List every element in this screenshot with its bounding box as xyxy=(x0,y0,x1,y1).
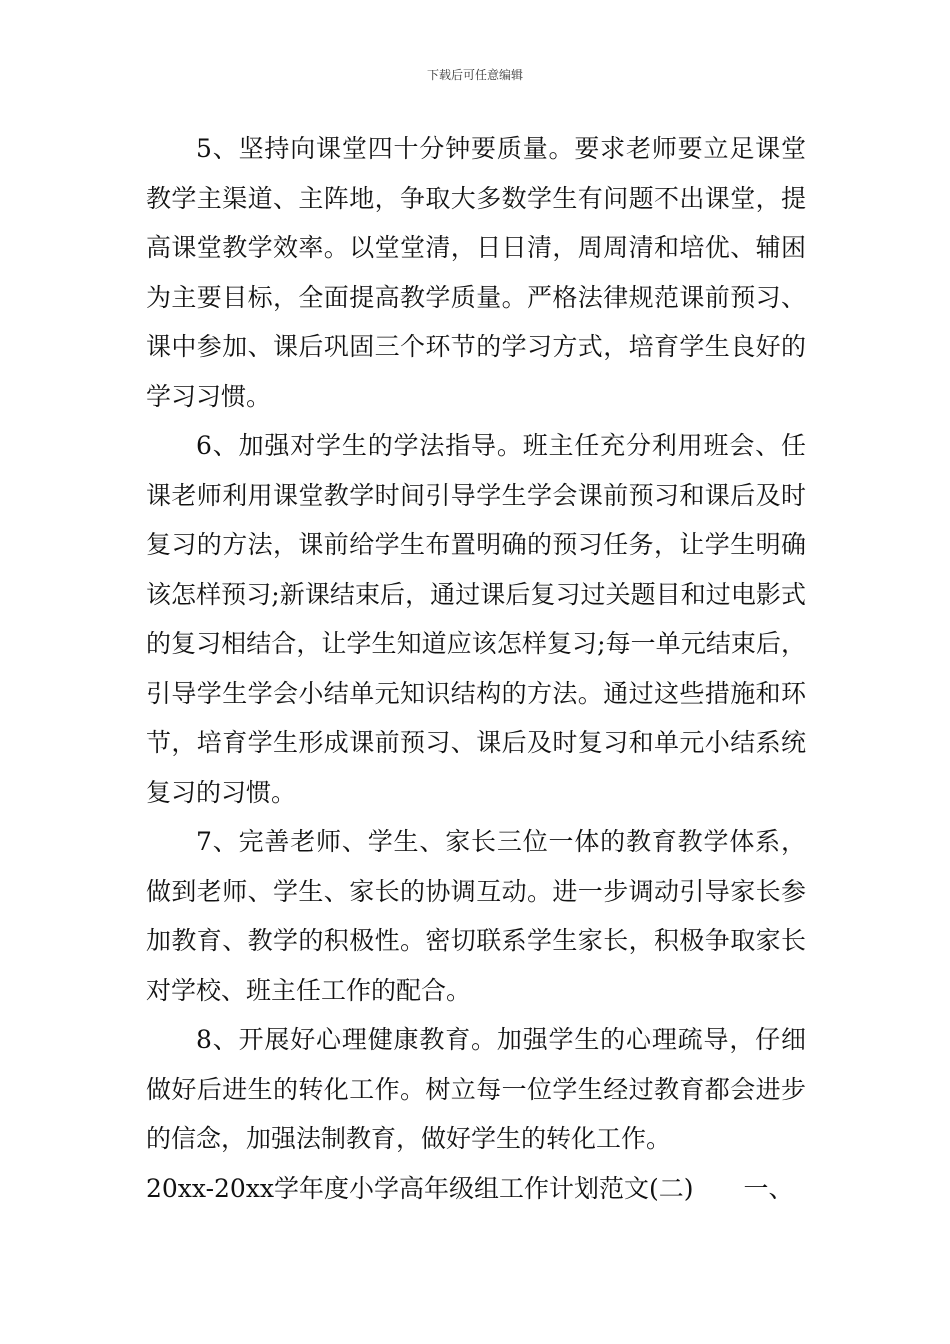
section-heading xyxy=(146,1164,806,1214)
paragraph-5: 5、坚持向课堂四十分钟要质量。要求老师要立足课堂教学主渠道、主阵地，争取大多数学生有问题不出课堂，提高课堂教学效率。以堂堂清，日日清，周周清和培优、辅困为主要目标，全面提高教学质量。严格法律规范课前预习、课中参加、课后巩固三个环节的学习方式，培育学生良好的学习习惯。 xyxy=(146,134,806,411)
paragraph-6: 6、加强对学生的学法指导。班主任充分利用班会、任课老师利用课堂教学时间引导学生学会课前预习和课后及时复习的方法，课前给学生布置明确的预习任务，让学生明确该怎样预习;新课结束后，通过课后复习过关题目和过电影式的复习相结合，让学生知道应该怎样复习;每一单元结束后，引导学生学会小结单元知识结构的方法。通过这些措施和环节，培育学生形成课前预习、课后及时复习和单元小结系统复习的习惯。 xyxy=(146,431,806,807)
paragraph-7: 7、完善老师、学生、家长三位一体的教育教学体系，做到老师、学生、家长的协调互动。进一步调动引导家长参加教育、教学的积极性。密切联系学生家长，积极争取家长对学校、班主任工作的配合。 xyxy=(146,827,806,1005)
document-body xyxy=(146,124,806,1213)
paragraph-8: 8、开展好心理健康教育。加强学生的心理疏导，仔细做好后进生的转化工作。树立每一位学生经过教育都会进步的信念，加强法制教育，做好学生的转化工作。 xyxy=(146,1025,806,1153)
page-header: 下载后可任意编辑 xyxy=(426,68,523,82)
heading-tail: 一、 xyxy=(743,1173,794,1203)
heading-title: 20xx-20xx学年度小学高年级组工作计划范文(二) xyxy=(146,1173,694,1203)
